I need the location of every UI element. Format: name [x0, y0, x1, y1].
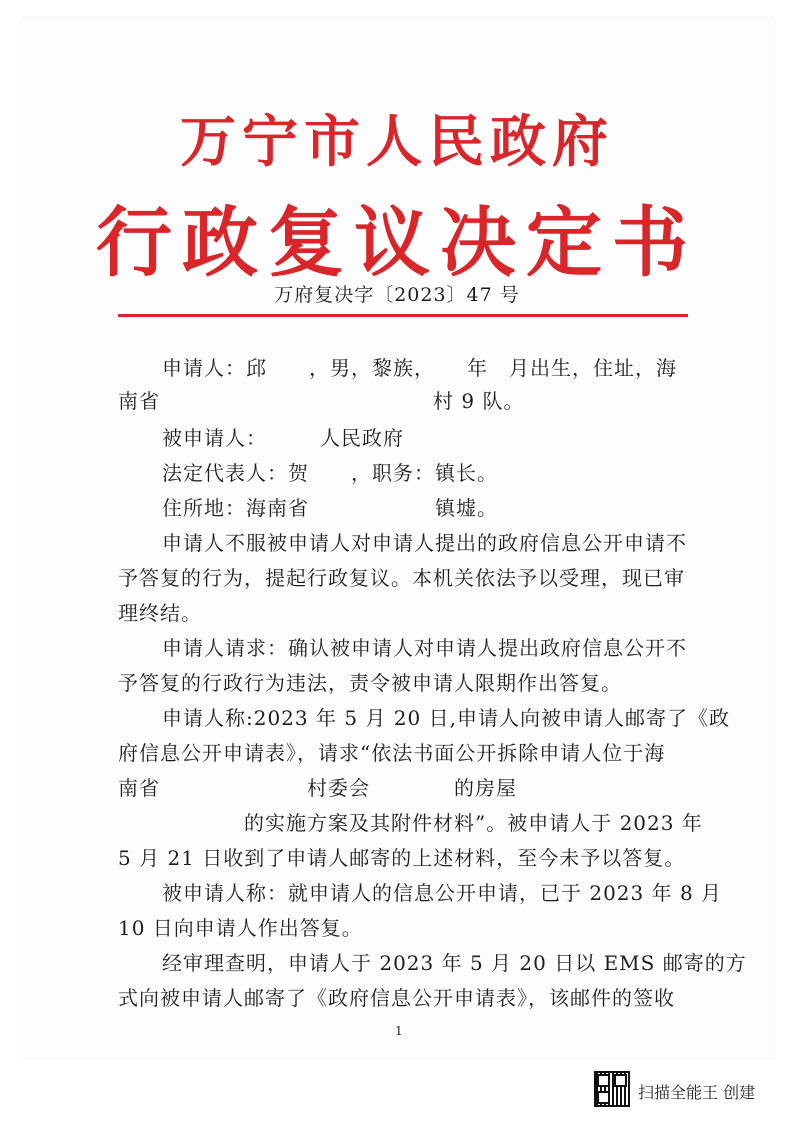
body-line: 府信息公开申请表》，请求“依法书面公开拆除申请人位于海 [118, 741, 666, 765]
body-line: 申请人称:2023 年 5 月 20 日,申请人向被申请人邮寄了《政 [162, 706, 730, 730]
document-number: 万府复决字〔2023〕47 号 [274, 284, 520, 306]
scanner-watermark-label: 扫描全能王 创建 [638, 1083, 756, 1102]
body-line: 予答复的行政行为违法，责令被申请人限期作出答复。 [118, 671, 622, 695]
body-line: 法定代表人：贺 ，职务：镇长。 [162, 461, 498, 485]
body-line: 予答复的行为，提起行政复议。本机关依法予以受理，现已审 [118, 566, 685, 590]
body-line: 南省 村 9 队。 [118, 389, 525, 413]
qr-code-icon [594, 1071, 630, 1107]
body-line: 的实施方案及其附件材料”。被申请人于 2023 年 [118, 811, 703, 835]
body-line: 申请人：邱 ，男，黎族， 年 月出生，住址，海 [162, 356, 677, 380]
body-line: 被申请人： 人民政府 [162, 426, 404, 450]
body-line: 理终结。 [118, 601, 202, 625]
red-divider-line [118, 314, 688, 317]
body-line: 南省 村委会 的房屋 [118, 776, 664, 800]
body-line: 式向被申请人邮寄了《政府信息公开申请表》，该邮件的签收 [118, 986, 675, 1010]
document-type-title: 行政复议决定书 [96, 198, 698, 287]
body-line: 住所地：海南省 镇墟。 [162, 496, 498, 520]
body-line: 经审理查明，申请人于 2023 年 5 月 20 日以 EMS 邮寄的方 [162, 951, 747, 975]
body-line: 申请人不服被申请人对申请人提出的政府信息公开申请不 [162, 531, 687, 555]
body-line: 被申请人称：就申请人的信息公开申请，已于 2023 年 8 月 [162, 881, 723, 905]
page-number: 1 [395, 1024, 403, 1038]
body-line: 10 日向申请人作出答复。 [118, 916, 363, 940]
issuing-authority-title: 万宁市人民政府 [180, 110, 614, 175]
body-line: 5 月 21 日收到了申请人邮寄的上述材料，至今未予以答复。 [118, 846, 686, 870]
body-line: 申请人请求：确认被申请人对申请人提出政府信息公开不 [162, 636, 687, 660]
